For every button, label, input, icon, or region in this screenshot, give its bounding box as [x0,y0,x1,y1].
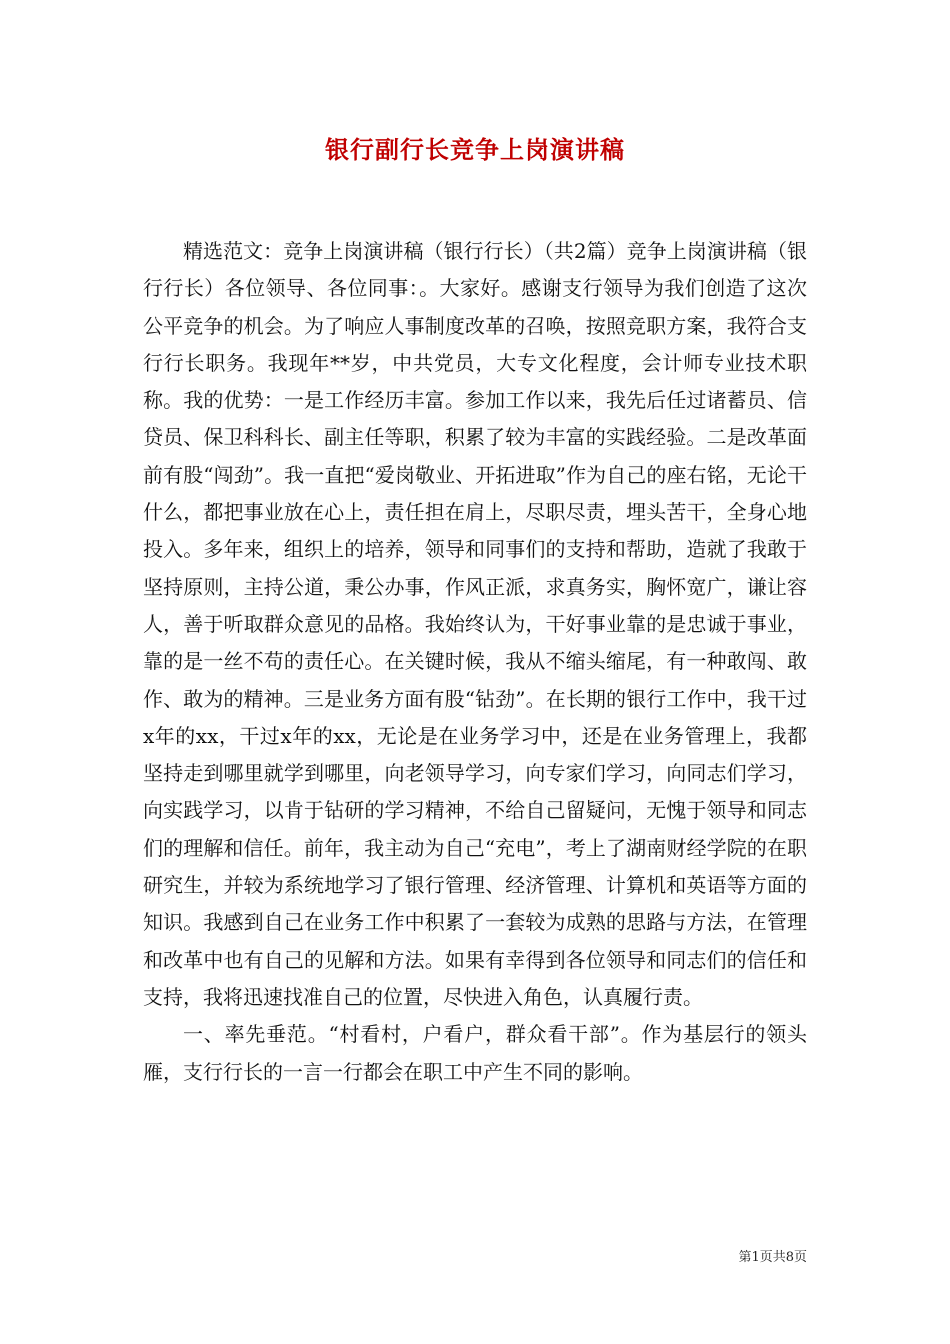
paragraph-2: 一、率先垂范。“村看村，户看户，群众看干部”。作为基层行的领头雁，支行行长的一言一行都会在职工中产生不同的影响。 [143,1022,807,1084]
document-body [143,233,807,1091]
page-number: 第1页共8页 [738,1250,807,1265]
document-title: 银行副行长竞争上岗演讲稿 [325,135,625,164]
paragraph-1: 精选范文：竞争上岗演讲稿（银行行长）（共2篇）竞争上岗演讲稿（银行行长）各位领导、各位同事：。大家好。感谢支行领导为我们创造了这次公平竞争的机会。为了响应人事制度改革的召唤，按照竞职方案，我符合支行行长职务。我现年**岁，中共党员，大专文化程度，会计师专业技术职称。我的优势：一是工作经历丰富。参加工作以来，我先后任过诸蓄员、信贷员、保卫科科长、副主任等职，积累了较为丰富的实践经验。二是改革面前有股“闯劲”。我一直把“爱岗敬业、开拓进取”作为自己的座右铭，无论干什么，都把事业放在心上，责任担在肩上，尽职尽责，埋头苦干，全身心地投入。多年来，组织上的培养，领导和同事们的支持和帮助，造就了我敢于坚持原则，主持公道，秉公办事，作风正派，求真务实，胸怀宽广，谦让容人，善于听取群众意见的品格。我始终认为，干好事业靠的是忠诚于事业，靠的是一丝不苟的责任心。在关键时候，我从不缩头缩尾，有一种敢闯、敢作、敢为的精神。三是业务方面有股“钻劲”。在长期的银行工作中，我干过x年的xx，干过x年的xx，无论是在业务学习中，还是在业务管理上，我都坚持走到哪里就学到哪里，向老领导学习，向专家们学习，向同志们学习，向实践学习，以肯于钻研的学习精神，不给自己留疑问，无愧于领导和同志们的理解和信任。前年，我主动为自己“充电”，考上了湖南财经学院的在职研究生，并较为系统地学习了银行管理、经济管理、计算机和英语等方面的知识。我感到自己在业务工作中积累了一套较为成熟的思路与方法，在管理和改革中也有自己的见解和方法。如果有幸得到各位领导和同志们的信任和支持，我将迅速找准自己的位置，尽快进入角色，认真履行责。 [143,239,807,1009]
